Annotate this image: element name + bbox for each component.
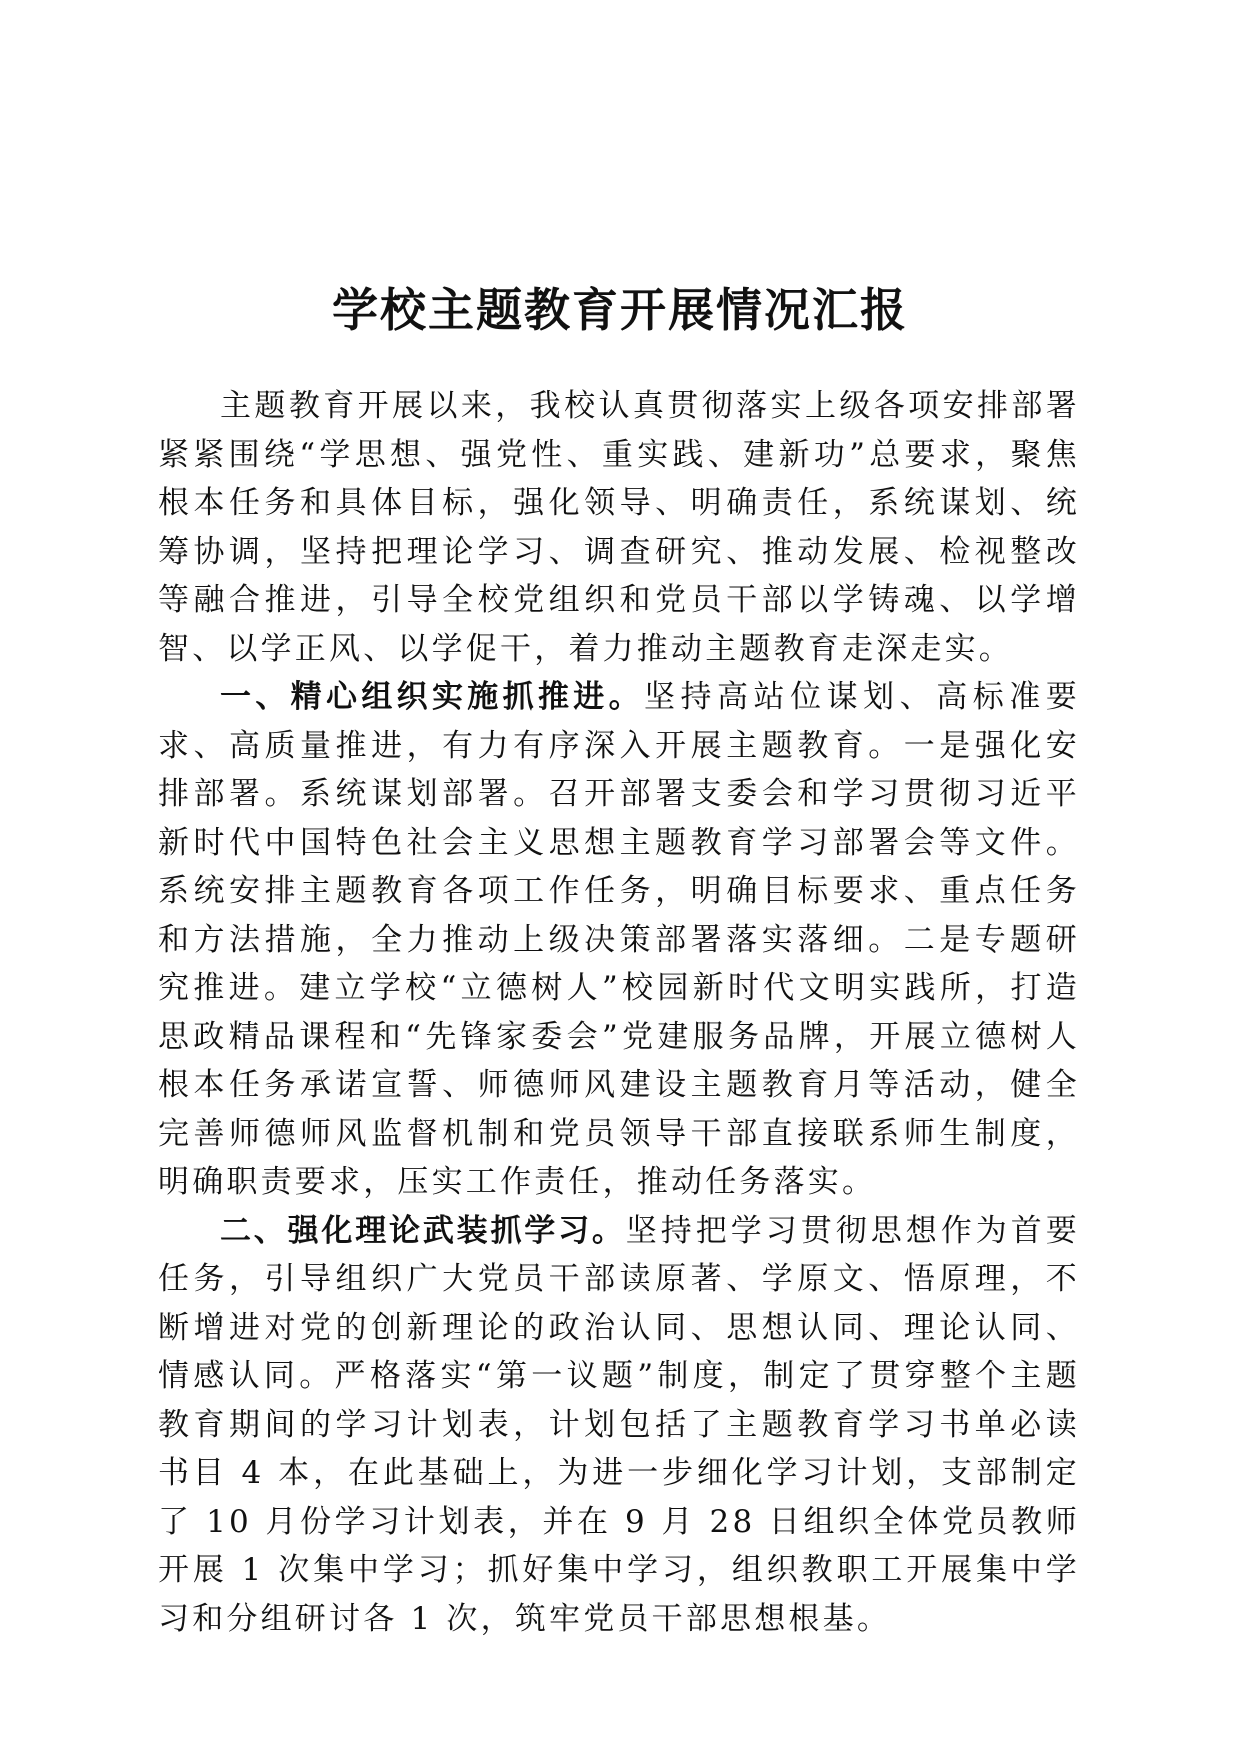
document-title: 学校主题教育开展情况汇报 [332,282,908,337]
section-paragraph-2 [158,1207,1080,1644]
section-heading-2: 二、强化理论武装抓学习。 [220,1212,626,1249]
document-body [158,382,1080,1643]
section-heading-1: 一、精心组织实施抓推进。 [220,679,644,715]
section-text-2: 坚持把学习贯彻思想作为首要任务，引导组织广大党员干部读原著、学原文、悟原理，不断增进对党的创新理论的政治认同、思想认同、理论认同、情感认同。严格落实“第一议题”制度，制定了贯穿整个主题教育期间的学习计划表，计划包括了主题教育学习书单必读书目 4 本，在此基础上，为进一步细化学习计划，支部制定了 10 月份学习计划表，并在 9 月 28 日组织全体党员教师开展 1 次集中学习；抓好集中学习，组织教职工开展集中学习和分组研讨各 1 次，筑牢党员干部思想根基。 [158,1212,1080,1637]
section-text-1: 坚持高站位谋划、高标准要求、高质量推进，有力有序深入开展主题教育。一是强化安排部署。系统谋划部署。召开部署支委会和学习贯彻习近平新时代中国特色社会主义思想主题教育学习部署会等文件。系统安排主题教育各项工作任务，明确目标要求、重点任务和方法措施，全力推动上级决策部署落实落细。二是专题研究推进。建立学校“立德树人”校园新时代文明实践所，打造思政精品课程和“先锋家委会”党建服务品牌，开展立德树人根本任务承诺宣誓、师德师风建设主题教育月等活动，健全完善师德师风监督机制和党员领导干部直接联系师生制度，明确职责要求，压实工作责任，推动任务落实。 [158,679,1080,1200]
section-paragraph-1 [158,673,1080,1207]
intro-paragraph: 主题教育开展以来，我校认真贯彻落实上级各项安排部署紧紧围绕“学思想、强党性、重实践、建新功”总要求，聚焦根本任务和具体目标，强化领导、明确责任，系统谋划、统筹协调，坚持把理论学习、调查研究、推动发展、检视整改等融合推进，引导全校党组织和党员干部以学铸魂、以学增智、以学正风、以学促干，着力推动主题教育走深走实。 [158,388,1080,667]
